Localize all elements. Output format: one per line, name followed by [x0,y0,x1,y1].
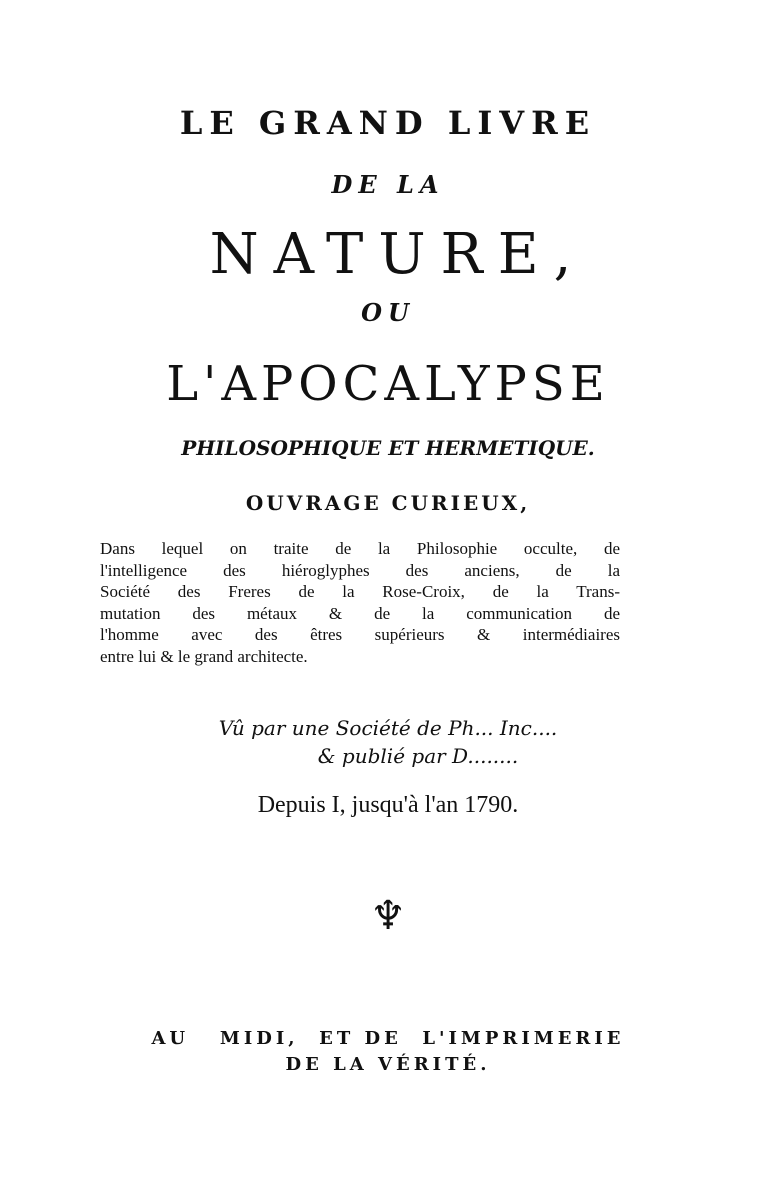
description-line: mutation des métaux & de la communication de [100,603,620,623]
description-line: entre lui & le grand architecte. [100,646,308,666]
subtitle: OUVRAGE CURIEUX, [245,491,531,515]
title-line-3: NATURE, [209,222,587,287]
title-line-5: L'APOCALYPSE [166,356,610,412]
imprimatur-line-1: Vû par une Société de Ph... Inc.... [218,716,558,740]
title-line-6: PHILOSOPHIQUE ET HERMETIQUE. [181,436,595,460]
description-line: Société des Freres de la Rose-Croix, de la Trans- [100,582,620,601]
date-line: Depuis I, jusqu'à l'an 1790. [257,792,519,818]
description-line: l'intelligence des hiéroglyphes des anciens, de la [100,560,620,580]
imprint-line-2: DE LA VÉRITÉ. [285,1054,491,1075]
imprimatur-line-2: & publié par D........ [317,744,519,768]
description-line: Dans lequel on traite de la Philosophie occulte, de [100,539,620,558]
imprint-line-1: AU MIDI, ET DE L'IMPRIMERIE [151,1028,625,1049]
title-line-2: DE LA [331,170,445,199]
title-line-1: LE GRAND LIVRE [179,104,597,142]
title-line-4: OU [361,298,415,327]
fleuron-ornament-icon: ♆ [370,893,406,939]
description-line: l'homme avec des êtres supérieurs & intermédiaires [100,625,620,644]
description-paragraph [100,538,620,667]
